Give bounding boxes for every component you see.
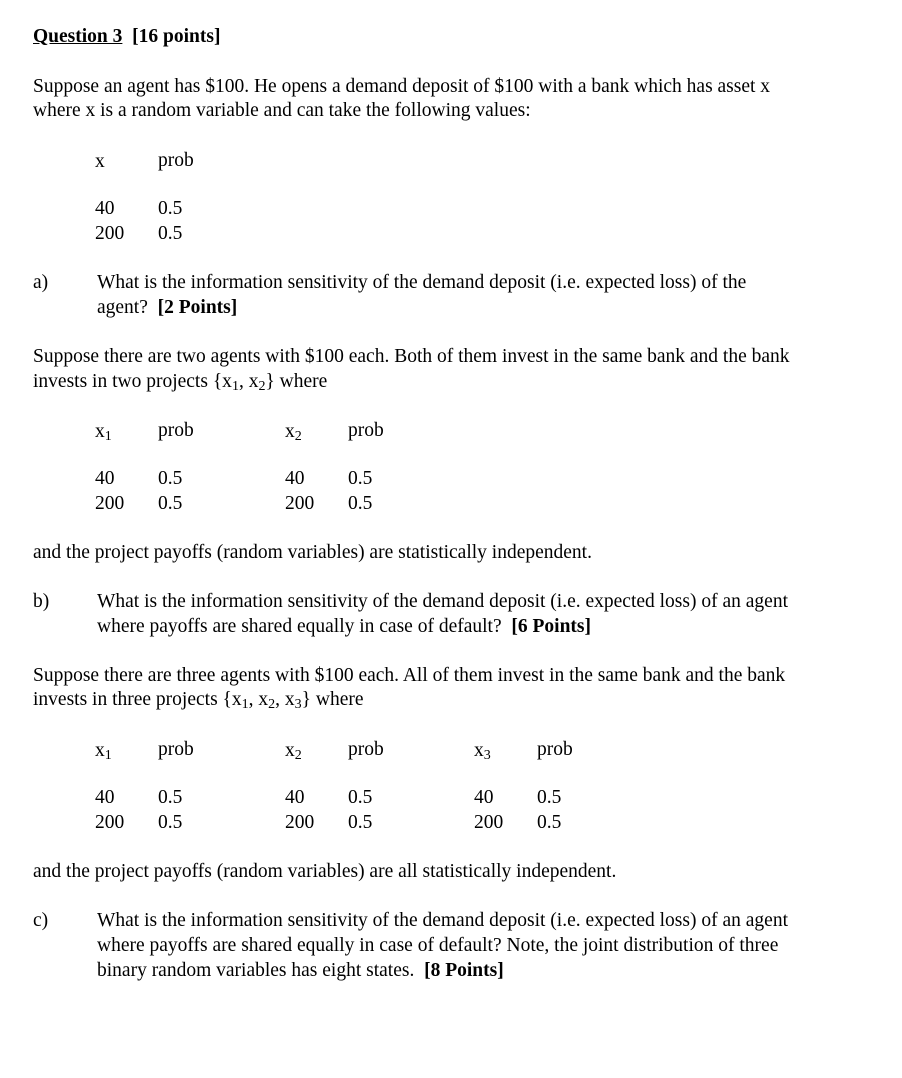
para2-line-2: invests in two projects {x1, x2} where (33, 371, 328, 394)
question-title (33, 25, 220, 50)
table3-cell: 0.5 (348, 812, 373, 833)
independence-note-1: and the project payoffs (random variables) are statistically independent. (33, 542, 592, 563)
table3-cell: 0.5 (158, 812, 183, 833)
question-points: [16 points] (132, 26, 221, 47)
table2-cell: 200 (95, 493, 125, 514)
question-b-line-2: where payoffs are shared equally in case of default? [6 Points] (97, 616, 591, 637)
question-number: Question 3 (33, 26, 123, 47)
table3-header-x3: x3 (474, 740, 491, 763)
table2-header-prob1: prob (158, 420, 194, 441)
table3-cell: 0.5 (537, 812, 562, 833)
question-b-line-1: What is the information sensitivity of the demand deposit (i.e. expected loss) of an agent (97, 591, 788, 612)
table1-header-prob: prob (158, 150, 194, 171)
table1-cell: 0.5 (158, 198, 183, 219)
table3-cell: 0.5 (158, 787, 183, 808)
question-b-label: b) (33, 591, 50, 612)
table2-cell: 200 (285, 493, 315, 514)
table3-header-prob3: prob (537, 739, 573, 760)
table2-cell: 40 (95, 468, 115, 489)
independence-note-2: and the project payoffs (random variables) are all statistically independent. (33, 861, 617, 882)
table3-cell: 200 (474, 812, 504, 833)
question-a-line-1: What is the information sensitivity of the demand deposit (i.e. expected loss) of the (97, 272, 747, 293)
table2-cell: 0.5 (158, 468, 183, 489)
intro-line-2: where x is a random variable and can take the following values: (33, 100, 531, 121)
table1-header-x: x (95, 151, 105, 172)
table2-cell: 0.5 (158, 493, 183, 514)
question-c-line-1: What is the information sensitivity of the demand deposit (i.e. expected loss) of an agent (97, 910, 788, 931)
table3-cell: 200 (95, 812, 125, 833)
para2-line-1: Suppose there are two agents with $100 each. Both of them invest in the same bank and the bank (33, 346, 790, 367)
table2-header-x2: x2 (285, 421, 302, 444)
table2-cell: 40 (285, 468, 305, 489)
table2-cell: 0.5 (348, 493, 373, 514)
intro-line-1: Suppose an agent has $100. He opens a demand deposit of $100 with a bank which has asset x (33, 76, 771, 97)
table3-cell: 0.5 (537, 787, 562, 808)
table3-cell: 200 (285, 812, 315, 833)
para3-line-2: invests in three projects {x1, x2, x3} where (33, 689, 364, 712)
table3-header-prob2: prob (348, 739, 384, 760)
table2-header-prob2: prob (348, 420, 384, 441)
para3-line-1: Suppose there are three agents with $100 each. All of them invest in the same bank and the bank (33, 665, 786, 686)
question-c-label: c) (33, 910, 49, 931)
question-a-points: [2 Points] (157, 297, 238, 318)
table3-header-x2: x2 (285, 740, 302, 763)
table1-cell: 0.5 (158, 223, 183, 244)
table3-header-prob1: prob (158, 739, 194, 760)
question-c-line-2: where payoffs are shared equally in case of default? Note, the joint distribution of three (97, 935, 779, 956)
question-c-points: [8 Points] (424, 960, 504, 981)
question-b-points: [6 Points] (511, 616, 591, 637)
table3-cell: 40 (95, 787, 115, 808)
question-c-line-3: binary random variables has eight states. [8 Points] (97, 960, 504, 981)
table1-cell: 200 (95, 223, 125, 244)
table3-cell: 40 (474, 787, 494, 808)
table2-cell: 0.5 (348, 468, 373, 489)
table3-header-x1: x1 (95, 740, 112, 763)
table2-header-x1: x1 (95, 421, 112, 444)
table3-cell: 0.5 (348, 787, 373, 808)
table3-cell: 40 (285, 787, 305, 808)
table1-cell: 40 (95, 198, 115, 219)
question-a-label: a) (33, 272, 49, 293)
question-a-line-2: agent? [2 Points] (97, 297, 238, 318)
